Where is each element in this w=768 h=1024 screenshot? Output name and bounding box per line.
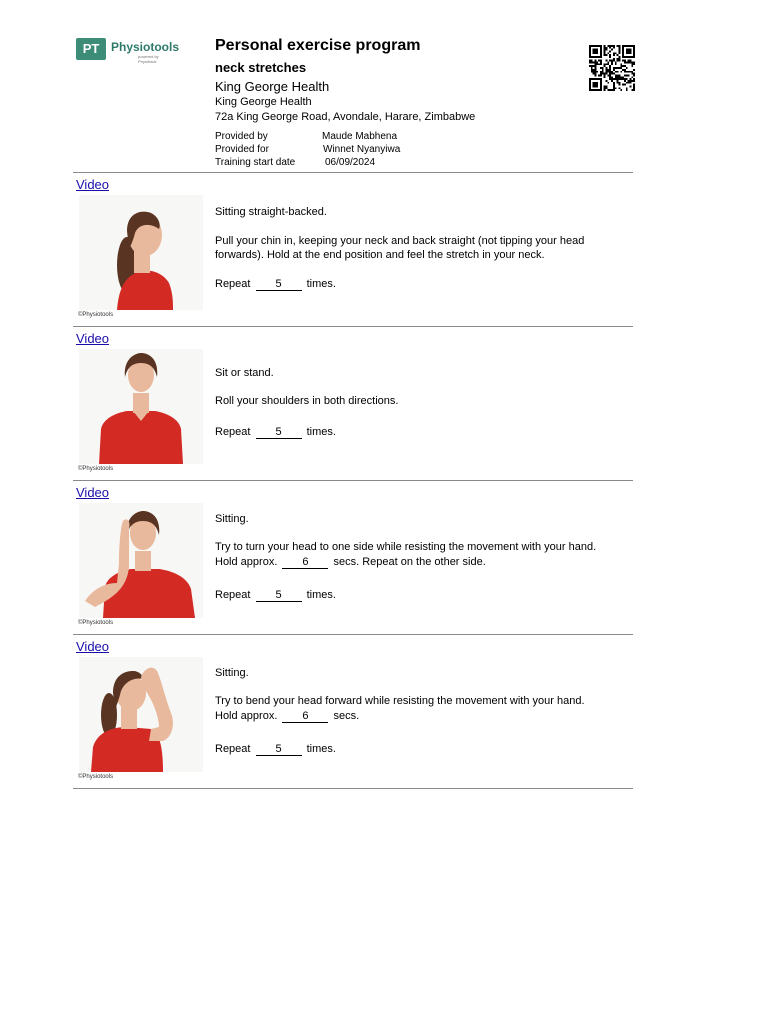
video-link[interactable]: Video bbox=[76, 485, 110, 500]
exercise-3-repeat bbox=[215, 588, 635, 602]
physiotools-logo bbox=[76, 36, 180, 64]
page-title: Personal exercise program bbox=[215, 37, 421, 54]
hold-unit: secs. bbox=[333, 710, 360, 722]
repeat-value: 5 bbox=[256, 589, 302, 602]
exercise-4-position: Sitting. bbox=[215, 667, 249, 679]
photo-copyright: ©Physiotools bbox=[78, 620, 114, 626]
photo-copyright: ©Physiotools bbox=[78, 466, 114, 472]
exercise-4-hold bbox=[215, 709, 635, 723]
hold-label: Hold approx. bbox=[215, 710, 278, 722]
exercise-3-instruction: Try to turn your head to one side while resisting the movement with your hand. bbox=[215, 541, 597, 553]
divider bbox=[73, 326, 633, 327]
photo-copyright: ©Physiotools bbox=[78, 774, 114, 780]
hold-value: 6 bbox=[282, 710, 328, 723]
clinic-name-secondary: King George Health bbox=[215, 96, 312, 108]
divider bbox=[73, 788, 633, 789]
repeat-unit: times. bbox=[306, 426, 336, 438]
video-link[interactable]: Video bbox=[76, 639, 110, 654]
hold-unit: secs. Repeat on the other side. bbox=[333, 556, 486, 568]
clinic-name: King George Health bbox=[215, 79, 330, 94]
repeat-unit: times. bbox=[306, 278, 336, 290]
qr-code bbox=[589, 45, 635, 91]
exercise-2-repeat bbox=[215, 425, 635, 439]
repeat-value: 5 bbox=[256, 743, 302, 756]
program-subtitle: neck stretches bbox=[215, 60, 307, 75]
repeat-label: Repeat bbox=[215, 743, 251, 755]
photo-copyright: ©Physiotools bbox=[78, 312, 114, 318]
video-link[interactable]: Video bbox=[76, 331, 110, 346]
exercise-4-photo bbox=[79, 657, 203, 772]
divider bbox=[73, 634, 633, 635]
exercise-1-photo bbox=[79, 195, 203, 310]
exercise-2-position: Sit or stand. bbox=[215, 367, 274, 379]
exercise-3-photo bbox=[79, 503, 203, 618]
repeat-label: Repeat bbox=[215, 426, 251, 438]
divider bbox=[73, 172, 633, 173]
repeat-label: Repeat bbox=[215, 278, 251, 290]
exercise-2-photo bbox=[79, 349, 203, 464]
exercise-2-instruction: Roll your shoulders in both directions. bbox=[215, 395, 399, 407]
logo-badge: PT bbox=[76, 38, 106, 60]
exercise-1-repeat bbox=[215, 277, 635, 291]
repeat-label: Repeat bbox=[215, 589, 251, 601]
clinic-address: 72a King George Road, Avondale, Harare, Zimbabwe bbox=[215, 111, 476, 123]
start-date-value: 06/09/2024 bbox=[325, 157, 376, 168]
provided-for-value: Winnet Nyanyiwa bbox=[323, 144, 401, 155]
hold-value: 6 bbox=[282, 556, 328, 569]
video-link[interactable]: Video bbox=[76, 177, 110, 192]
exercise-4-instruction: Try to bend your head forward while resisting the movement with your hand. bbox=[215, 695, 585, 707]
repeat-unit: times. bbox=[306, 589, 336, 601]
provided-by-label: Provided by bbox=[215, 131, 268, 142]
exercise-4-repeat bbox=[215, 742, 635, 756]
provided-for-label: Provided for bbox=[215, 144, 269, 155]
repeat-unit: times. bbox=[306, 743, 336, 755]
exercise-1-position: Sitting straight-backed. bbox=[215, 206, 327, 218]
logo-subtext: powered by Physitrack bbox=[138, 54, 159, 64]
exercise-3-position: Sitting. bbox=[215, 513, 249, 525]
start-date-label: Training start date bbox=[215, 157, 296, 168]
logo-text: Physiotools bbox=[111, 40, 180, 54]
divider bbox=[73, 480, 633, 481]
exercise-1-instruction: Pull your chin in, keeping your neck and back straight (not tipping your head forwards). Hold at the end position and feel the stretch in your neck. bbox=[215, 235, 585, 261]
provided-by-value: Maude Mabhena bbox=[322, 131, 398, 142]
hold-label: Hold approx. bbox=[215, 556, 278, 568]
repeat-value: 5 bbox=[256, 426, 302, 439]
repeat-value: 5 bbox=[256, 278, 302, 291]
exercise-3-hold bbox=[215, 555, 635, 569]
